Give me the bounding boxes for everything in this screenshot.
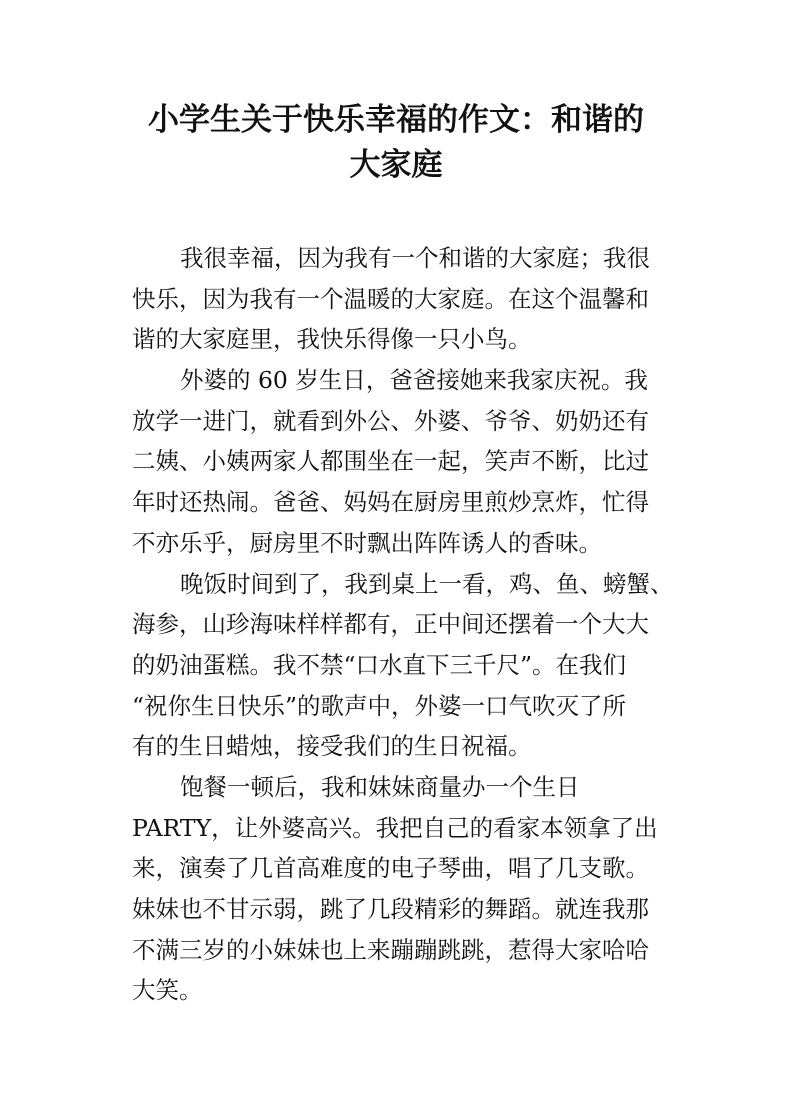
body-line: 快乐，因为我有一个温暖的大家庭。在这个温馨和 xyxy=(132,284,649,313)
document-body xyxy=(132,238,672,1011)
body-line: “祝你生日快乐”的歌声中，外婆一口气吹灭了所 xyxy=(132,691,627,720)
body-line: 不亦乐乎，厨房里不时飘出阵阵诱人的香味。 xyxy=(132,528,602,557)
body-line: 大笑。 xyxy=(132,976,203,1005)
body-line: 来，演奏了几首高难度的电子琴曲，唱了几支歌。 xyxy=(132,854,649,883)
body-line: 年时还热闹。爸爸、妈妈在厨房里煎炒烹炸，忙得 xyxy=(132,488,649,517)
body-line: 谐的大家庭里，我快乐得像一只小鸟。 xyxy=(132,325,532,354)
body-line: 晚饭时间到了，我到桌上一看，鸡、鱼、螃蟹、 xyxy=(180,569,674,598)
body-line: 不满三岁的小妹妹也上来蹦蹦跳跳，惹得大家哈哈 xyxy=(132,935,649,964)
body-line: 放学一进门，就看到外公、外婆、爷爷、奶奶还有 xyxy=(132,406,649,435)
body-line: 海参，山珍海味样样都有，正中间还摆着一个大大 xyxy=(132,610,649,639)
body-line: 有的生日蜡烛，接受我们的生日祝福。 xyxy=(132,732,532,761)
body-line: 的奶油蛋糕。我不禁“口水直下三千尺”。在我们 xyxy=(132,650,627,679)
body-line: 饱餐一顿后，我和妹妹商量办一个生日 xyxy=(180,772,580,801)
body-line: 妹妹也不甘示弱，跳了几段精彩的舞蹈。就连我那 xyxy=(132,895,649,923)
body-line: 我很幸福，因为我有一个和谐的大家庭；我很 xyxy=(180,244,650,272)
title-line-2: 大家庭 xyxy=(349,147,443,183)
body-line: 外婆的 60 岁生日，爸爸接她来我家庆祝。我 xyxy=(180,366,648,395)
body-line: PARTY，让外婆高兴。我把自己的看家本领拿了出 xyxy=(132,813,658,842)
document-title xyxy=(110,98,682,188)
body-line: 二姨、小姨两家人都围坐在一起，笑声不断，比过 xyxy=(132,447,649,476)
title-line-1: 小学生关于快乐幸福的作文：和谐的 xyxy=(148,102,644,138)
